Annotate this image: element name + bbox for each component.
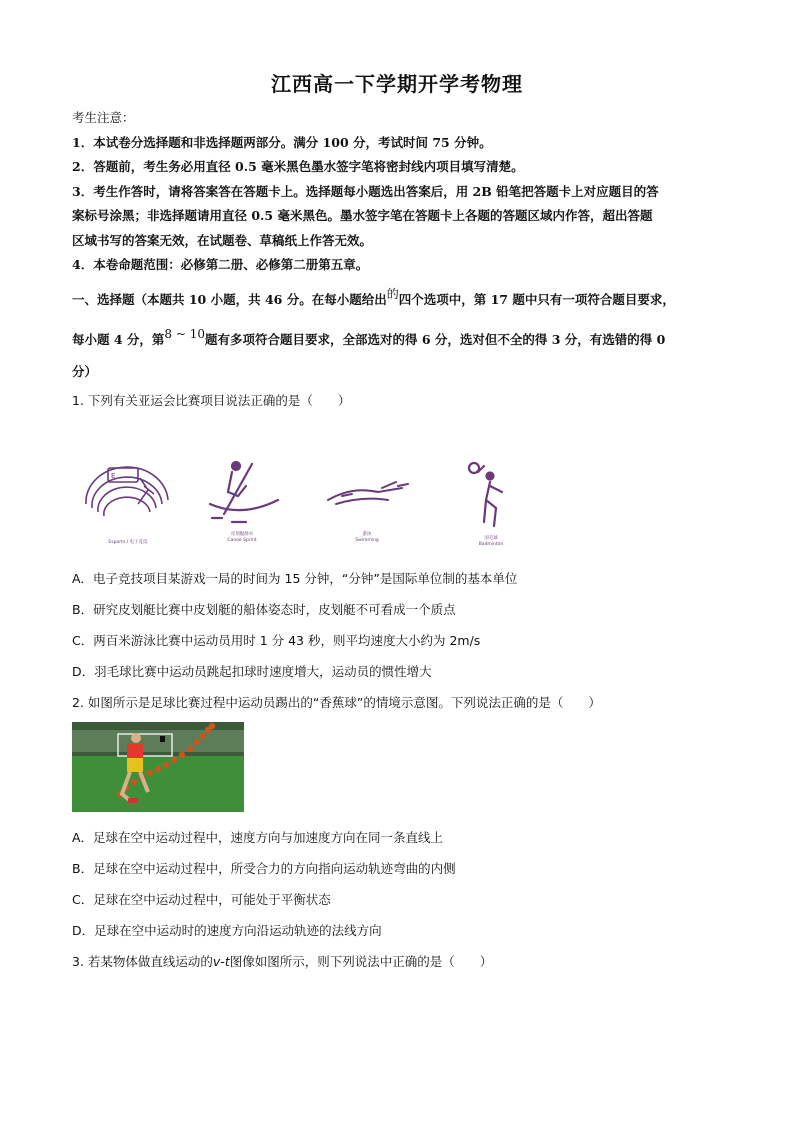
q2-option-a: A．足球在空中运动过程中，速度方向与加速度方向在同一条直线上 (72, 830, 444, 845)
swimming-icon (322, 456, 412, 544)
q1-option-c: C．两百米游泳比赛中运动员用时 1 分 43 秒，则平均速度大小约为 2m/s (72, 633, 481, 648)
section-line-3: 分） (72, 364, 98, 379)
notice-block (72, 106, 732, 278)
section-line-1: 一、选择题（本题共 10 小题，共 46 分。在每小题给出的四个选项中，第 17 题中只有一项符合题目要求， (72, 287, 675, 307)
badminton-caption-cn: 羽毛球 (484, 536, 498, 541)
question-1-stem: 1. 下列有关亚运会比赛项目说法正确的是（ ） (72, 393, 351, 408)
notice-item: 案标号涂黑；非选择题请用直径 0.5 毫米黑色。墨水签字笔在答题卡上各题的答题区域内作答，超出答题 (72, 208, 653, 223)
banana-kick-photo (72, 722, 244, 812)
q2-option-c: C．足球在空中运动过程中，可能处于平衡状态 (72, 892, 331, 907)
q2-option-d: D．足球在空中运动时的速度方向沿运动轨迹的法线方向 (72, 923, 382, 938)
badminton-caption-en: Badminton (478, 542, 504, 547)
swimming-caption-en: Swimming (355, 538, 379, 543)
canoe-caption-en: Canoe Sprint (227, 538, 257, 543)
swimming-caption-cn: 游泳 (362, 532, 372, 537)
notice-item: 4．本卷命题范围：必修第二册、必修第二册第五章。 (72, 257, 369, 272)
q1-option-b: B．研究皮划艇比赛中皮划艇的船体姿态时，皮划艇不可看成一个质点 (72, 602, 456, 617)
notice-item: 2．答题前，考生务必用直径 0.5 毫米黑色墨水签字笔将密封线内项目填写清楚。 (72, 159, 524, 174)
page-title: 江西高一下学期开学考物理 (271, 72, 523, 96)
notice-item: 区域书写的答案无效，在试题卷、草稿纸上作答无效。 (72, 232, 373, 248)
notice-heading: 考生注意： (72, 110, 135, 125)
q1-option-a: A．电子竞技项目某游戏一局的时间为 15 分钟，“分钟”是国际单位制的基本单位 (72, 571, 518, 586)
asian-games-icons (72, 456, 542, 556)
notice-item: 3．考生作答时，请将答案答在答题卡上。选择题每小题选出答案后，用 2B 铅笔把答题卡上对应题目的答 (72, 183, 659, 199)
q2-option-b: B．足球在空中运动过程中，所受合力的方向指向运动轨迹弯曲的内侧 (72, 861, 456, 876)
canoe-caption-cn: 皮划艇静水 (230, 532, 254, 537)
notice-item: 1．本试卷分选择题和非选择题两部分。满分 100 分，考试时间 75 分钟。 (72, 134, 492, 150)
section-line-2: 每小题 4 分，第8 ~ 10题有多项符合题目要求，全部选对的得 6 分，选对但不全的得 3 分，有选错的得 0 (72, 327, 666, 347)
esports-caption: Esports / 电子竞技 (108, 540, 148, 545)
badminton-icon (456, 456, 526, 548)
q1-option-d: D．羽毛球比赛中运动员跳起扣球时速度增大，运动员的惯性增大 (72, 664, 432, 679)
question-2-stem: 2. 如图所示是足球比赛过程中运动员踢出的“香蕉球”的情境示意图。下列说法正确的是（ ） (72, 695, 601, 710)
question-3-stem: 3. 若某物体做直线运动的v-t图像如图所示，则下列说法中正确的是（ ） (72, 954, 493, 969)
svg-text:E: E (111, 472, 116, 480)
esports-icon (80, 456, 176, 546)
canoe-sprint-icon (202, 456, 282, 544)
